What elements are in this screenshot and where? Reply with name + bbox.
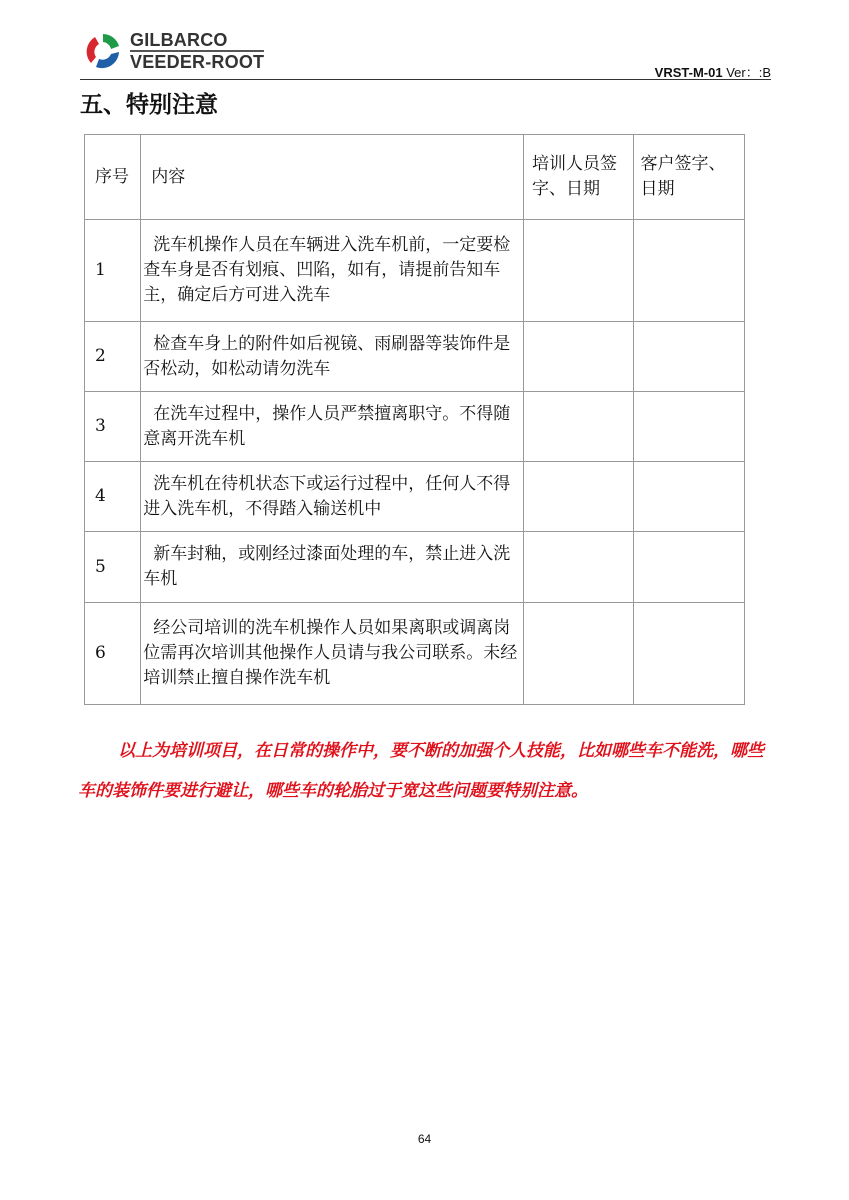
row-content: 洗车机操作人员在车辆进入洗车机前，一定要检查车身是否有划痕、凹陷，如有，请提前告知车主，确定后方可进入洗车: [141, 220, 524, 322]
header-num: 序号: [85, 135, 141, 220]
company-logo: [82, 30, 264, 72]
row-num: 6: [85, 603, 141, 705]
table-row: [85, 603, 745, 705]
section-title: 五、特别注意: [80, 92, 218, 118]
table-header-row: [85, 135, 745, 220]
row-content: 经公司培训的洗车机操作人员如果离职或调离岗位需再次培训其他操作人员请与我公司联系。未经培训禁止擅自操作洗车机: [141, 603, 524, 705]
logo-line1: GILBARCO: [130, 29, 228, 50]
table-row: [85, 462, 745, 532]
logo-wordmark: [130, 31, 264, 72]
trainer-signature-cell[interactable]: [523, 220, 634, 322]
client-signature-cell[interactable]: [634, 532, 745, 603]
table-row: [85, 392, 745, 462]
row-content: 新车封釉，或刚经过漆面处理的车，禁止进入洗车机: [141, 532, 524, 603]
row-content: 在洗车过程中，操作人员严禁擅离职守。不得随意离开洗车机: [141, 392, 524, 462]
gilbarco-logo-icon: [82, 30, 124, 72]
header-content: 内容: [141, 135, 524, 220]
precautions-table: [84, 134, 745, 705]
row-num: 3: [85, 392, 141, 462]
trainer-signature-cell[interactable]: [523, 392, 634, 462]
table-row: [85, 532, 745, 603]
table-row: [85, 322, 745, 392]
client-signature-cell[interactable]: [634, 392, 745, 462]
trainer-signature-cell[interactable]: [523, 322, 634, 392]
trainer-signature-cell[interactable]: [523, 603, 634, 705]
doc-code-value: VRST-M-01: [654, 65, 723, 80]
row-num: 4: [85, 462, 141, 532]
logo-line2: VEEDER-ROOT: [130, 51, 265, 72]
row-num: 2: [85, 322, 141, 392]
header-divider: [80, 79, 771, 80]
trainer-signature-cell[interactable]: [523, 532, 634, 603]
doc-version: Ver：:B: [726, 65, 771, 80]
header-client-signature: 客户签字、日期: [634, 135, 745, 220]
client-signature-cell[interactable]: [634, 322, 745, 392]
row-content: 检查车身上的附件如后视镜、雨刷器等装饰件是否松动，如松动请勿洗车: [141, 322, 524, 392]
client-signature-cell[interactable]: [634, 603, 745, 705]
row-num: 5: [85, 532, 141, 603]
table-row: [85, 220, 745, 322]
client-signature-cell[interactable]: [634, 220, 745, 322]
training-note: 以上为培训项目，在日常的操作中，要不断的加强个人技能，比如哪些车不能洗，哪些车的装饰件要进行避让，哪些车的轮胎过于宽这些问题要特别注意。: [78, 741, 764, 801]
row-num: 1: [85, 220, 141, 322]
page-number: 64: [417, 1132, 432, 1146]
trainer-signature-cell[interactable]: [523, 462, 634, 532]
header-trainer-signature: 培训人员签字、日期: [523, 135, 634, 220]
row-content: 洗车机在待机状态下或运行过程中，任何人不得进入洗车机，不得踏入输送机中: [141, 462, 524, 532]
client-signature-cell[interactable]: [634, 462, 745, 532]
